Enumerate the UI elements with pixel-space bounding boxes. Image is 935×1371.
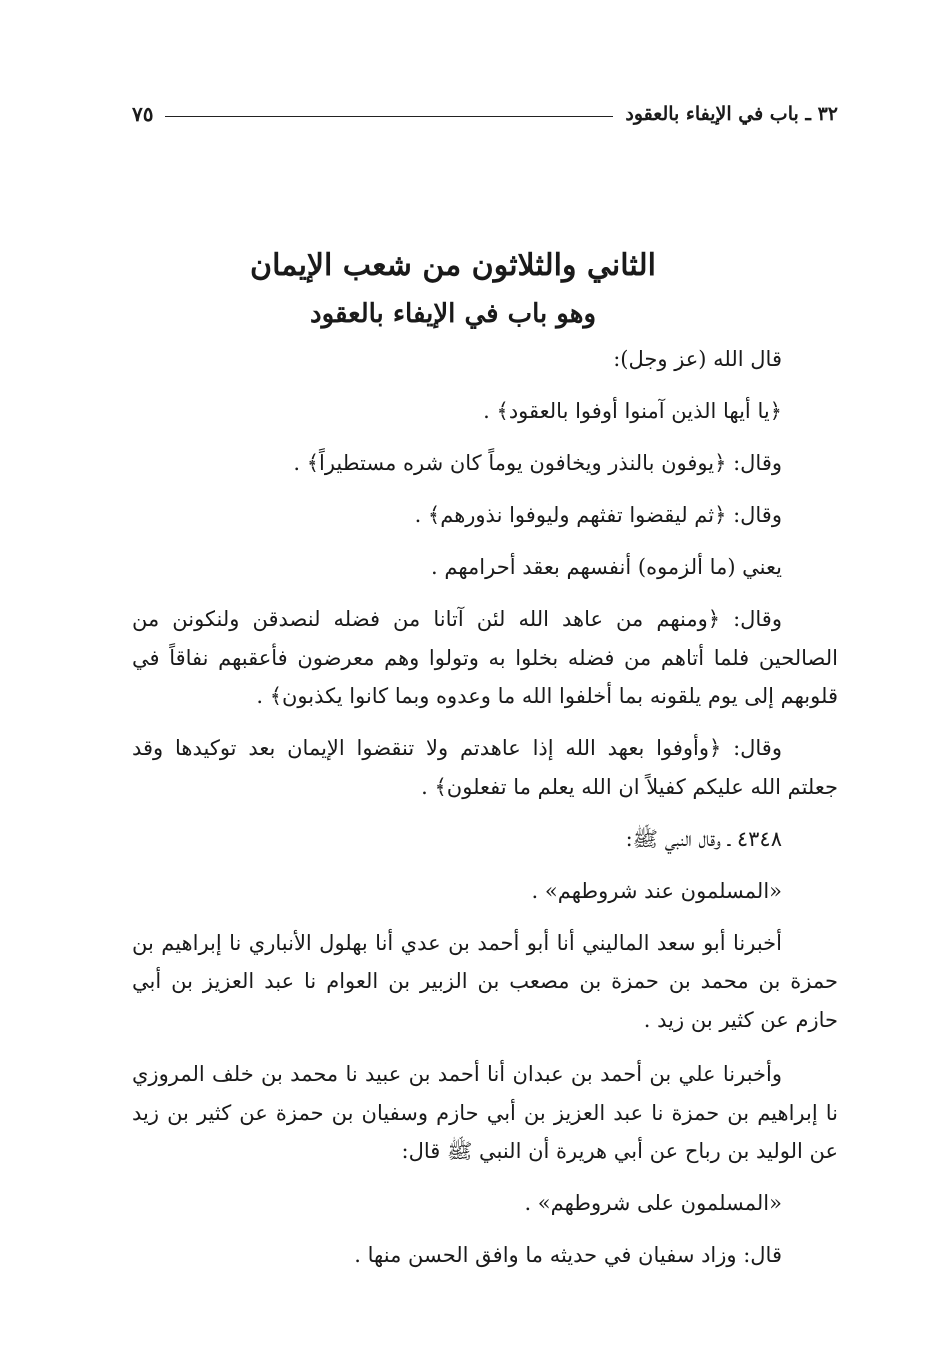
chapter-title: الثاني والثلاثون من شعب الإيمان (250, 248, 656, 283)
running-header (132, 96, 838, 132)
page-number: ٧٥ (132, 102, 154, 126)
paragraph-verse: وقال: ﴿ثم ليقضوا تفثهم وليوفوا نذورهم﴾ . (414, 503, 782, 527)
paragraph-verse: ﴿يا أيها الذين آمنوا أوفوا بالعقود﴾ . (483, 399, 782, 423)
paragraph-verse: وقال: ﴿يوفون بالنذر ويخافون يوماً كان شره مستطيراً﴾ . (293, 451, 782, 475)
paragraph-hadith-text: «المسلمون على شروطهم» . (524, 1191, 782, 1215)
paragraph-hadith-text: «المسلمون عند شروطهم» . (531, 878, 782, 903)
header-rule (165, 116, 613, 117)
paragraph-intro: قال الله (عز وجل): (613, 347, 782, 371)
paragraph-isnad: أخبرنا أبو سعد الماليني أنا أبو أحمد بن عدي أنا بهلول الأنباري نا إبراهيم بن حمزة بن محمد بن حمزة بن مصعب بن الزبير بن العوام نا عبد العزيز بن أبي حازم عن كثير بن زيد . (132, 930, 838, 1032)
paragraph-hadith-number: ٤٣٤٨ ـ وقال النبي ﷺ: (625, 826, 782, 851)
paragraph-commentary: يعني (ما ألزموه) أنفسهم بعقد أحرامهم . (431, 555, 782, 579)
body-text (132, 340, 838, 1288)
paragraph-isnad: وأخبرنا علي بن أحمد بن عبدان أنا أحمد بن عبيد نا محمد بن خلف المروزي نا إبراهيم بن حمزة نا عبد العزيز بن أبي حازم وسفيان بن حمزة عن كثير بن زيد عن الوليد بن رباح عن أبي هريرة أن النبي ﷺ قال: (132, 1062, 838, 1163)
running-header-chapter: ٣٢ ـ باب في الإيفاء بالعقود (625, 103, 838, 125)
paragraph-note: قال: وزاد سفيان في حديثه ما وافق الحسن منها . (354, 1243, 782, 1267)
paragraph-verse: وقال: ﴿وأوفوا بعهد الله إذا عاهدتم ولا تنقضوا الإيمان بعد توكيدها وقد جعلتم الله عليكم كفيلاً ان الله يعلم ما تفعلون﴾ . (132, 736, 838, 799)
chapter-subtitle: وهو باب في الإيفاء بالعقود (309, 299, 596, 329)
paragraph-verse: وقال: ﴿ومنهم من عاهد الله لئن آتانا من فضله لنصدقن ولنكونن من الصالحين فلما أتاهم من فضله بخلوا به وتولوا وهم معرضون فأعقبهم نفاقاً في قلوبهم إلى يوم يلقونه بما أخلفوا الله ما وعدوه وبما كانوا يكذبون﴾ . (132, 607, 838, 708)
